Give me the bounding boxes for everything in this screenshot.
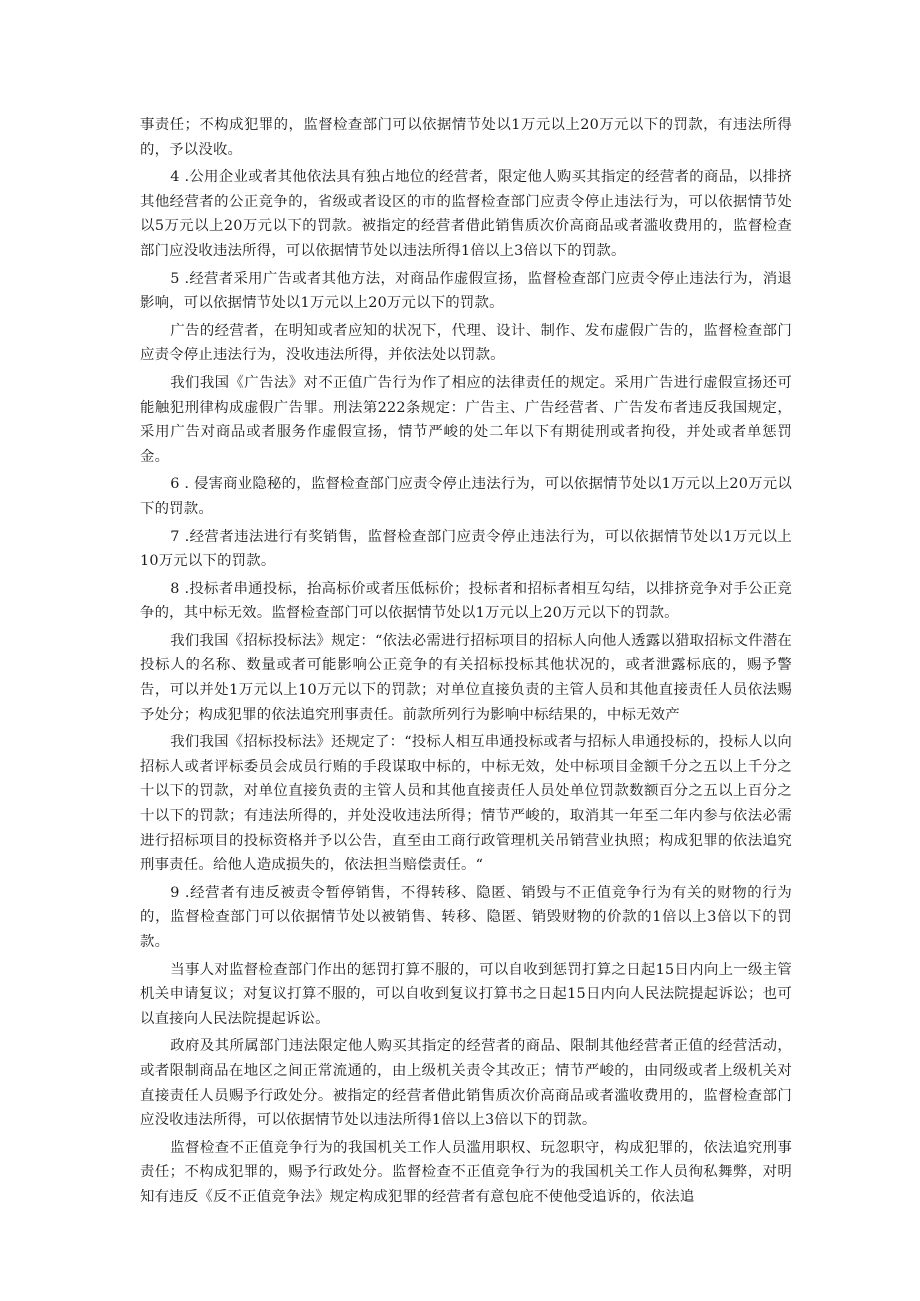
- paragraph-13: 政府及其所属部门违法限定他人购买其指定的经营者的商品、限制其他经营者正值的经营活动，或者限制商品在地区之间正常流通的，由上级机关责令其改正；情节严峻的，由同级或者上级机关对直接责任人员赐予行政处分。被指定的经营者借此销售质次价高商品或者滥收费用的，监督检查部门应没收违法所得，可以依据情节处以违法所得1倍以上3倍以下的罚款。: [140, 1038, 792, 1129]
- paragraph-12: 当事人对监督检查部门作出的惩罚打算不服的，可以自收到惩罚打算之日起15日内向上一级主管机关申请复议；对复议打算不服的，可以自收到复议打算书之日起15日内向人民法院提起诉讼；也可以直接向人民法院提起诉讼。: [140, 961, 792, 1027]
- paragraph-5: 我们我国《广告法》对不正值广告行为作了相应的法律责任的规定。采用广告进行虚假宣扬还可能触犯刑律构成虚假广告罪。刑法第222条规定：广告主、广告经营者、广告发布者违反我国规定，采用广告对商品或者服务作虚假宣扬，情节严峻的处二年以下有期徒刑或者拘役，并处或者单惩罚金。: [140, 374, 792, 465]
- paragraph-4: 广告的经营者，在明知或者应知的状况下，代理、设计、制作、发布虚假广告的，监督检查部门应责令停止违法行为，没收违法所得，并依法处以罚款。: [140, 322, 792, 364]
- document-body: [140, 113, 792, 1213]
- paragraph-8: 8 .投标者串通投标，抬高标价或者压低标价；投标者和招标者相互勾结，以排挤竞争对手公正竞争的，其中标无效。监督检查部门可以依据情节处以1万元以上20万元以下的罚款。: [140, 580, 792, 622]
- paragraph-9: 我们我国《招标投标法》规定：“依法必需进行招标项目的招标人向他人透露以猎取招标文件潜在投标人的名称、数量或者可能影响公正竞争的有关招标投标其他状况的，或者泄露标底的，赐予警告，可以并处1万元以上10万元以下的罚款；对单位直接负责的主管人员和其他直接责任人员依法赐予处分；构成犯罪的依法追究刑事责任。前款所列行为影响中标结果的，中标无效产: [140, 632, 792, 723]
- paragraph-10: 我们我国《招标投标法》还规定了：“投标人相互串通投标或者与招标人串通投标的，投标人以向招标人或者评标委员会成员行贿的手段谋取中标的，中标无效，处中标项目金额千分之五以上千分之十以下的罚款，对单位直接负责的主管人员和其他直接责任人员处单位罚款数额百分之五以上百分之十以下的罚款；有违法所得的，并处没收违法所得；情节严峻的，取消其一年至二年内参与依法必需进行招标项目的投标资格并予以公告，直至由工商行政管理机关吊销营业执照；构成犯罪的依法追究刑事责任。给他人造成损失的，依法担当赔偿责任。“: [140, 734, 792, 874]
- paragraph-2: 4 .公用企业或者其他依法具有独占地位的经营者，限定他人购买其指定的经营者的商品，以排挤其他经营者的公正竞争的，省级或者设区的市的监督检查部门应责令停止违法行为，可以依据情节处以5万元以上20万元以下的罚款。被指定的经营者借此销售质次价高商品或者滥收费用的，监督检查部门应没收违法所得，可以依据情节处以违法所得1倍以上3倍以下的罚款。: [140, 169, 792, 259]
- paragraph-3: 5 .经营者采用广告或者其他方法，对商品作虚假宣扬，监督检查部门应责令停止违法行为，消退影响，可以依据情节处以1万元以上20万元以下的罚款。: [140, 270, 792, 312]
- paragraph-11: 9 .经营者有违反被责令暂停销售，不得转移、隐匿、销毁与不正值竞争行为有关的财物的行为的，监督检查部门可以依据情节处以被销售、转移、隐匿、销毁财物的价款的1倍以上3倍以下的罚款。: [140, 884, 792, 950]
- paragraph-1: 事责任；不构成犯罪的，监督检查部门可以依据情节处以1万元以上20万元以下的罚款，有违法所得的，予以没收。: [140, 117, 792, 158]
- paragraph-14: 监督检查不正值竞争行为的我国机关工作人员滥用职权、玩忽职守，构成犯罪的，依法追究刑事责任；不构成犯罪的，赐予行政处分。监督检查不正值竞争行为的我国机关工作人员徇私舞弊，对明知有违反《反不正值竞争法》规定构成犯罪的经营者有意包庇不使他受追诉的，依法追: [140, 1139, 792, 1205]
- paragraph-7: 7 .经营者违法进行有奖销售，监督检查部门应责令停止违法行为，可以依据情节处以1万元以上10万元以下的罚款。: [140, 528, 792, 570]
- paragraph-6: 6 . 侵害商业隐秘的，监督检查部门应责令停止违法行为，可以依据情节处以1万元以上20万元以下的罚款。: [140, 476, 792, 517]
